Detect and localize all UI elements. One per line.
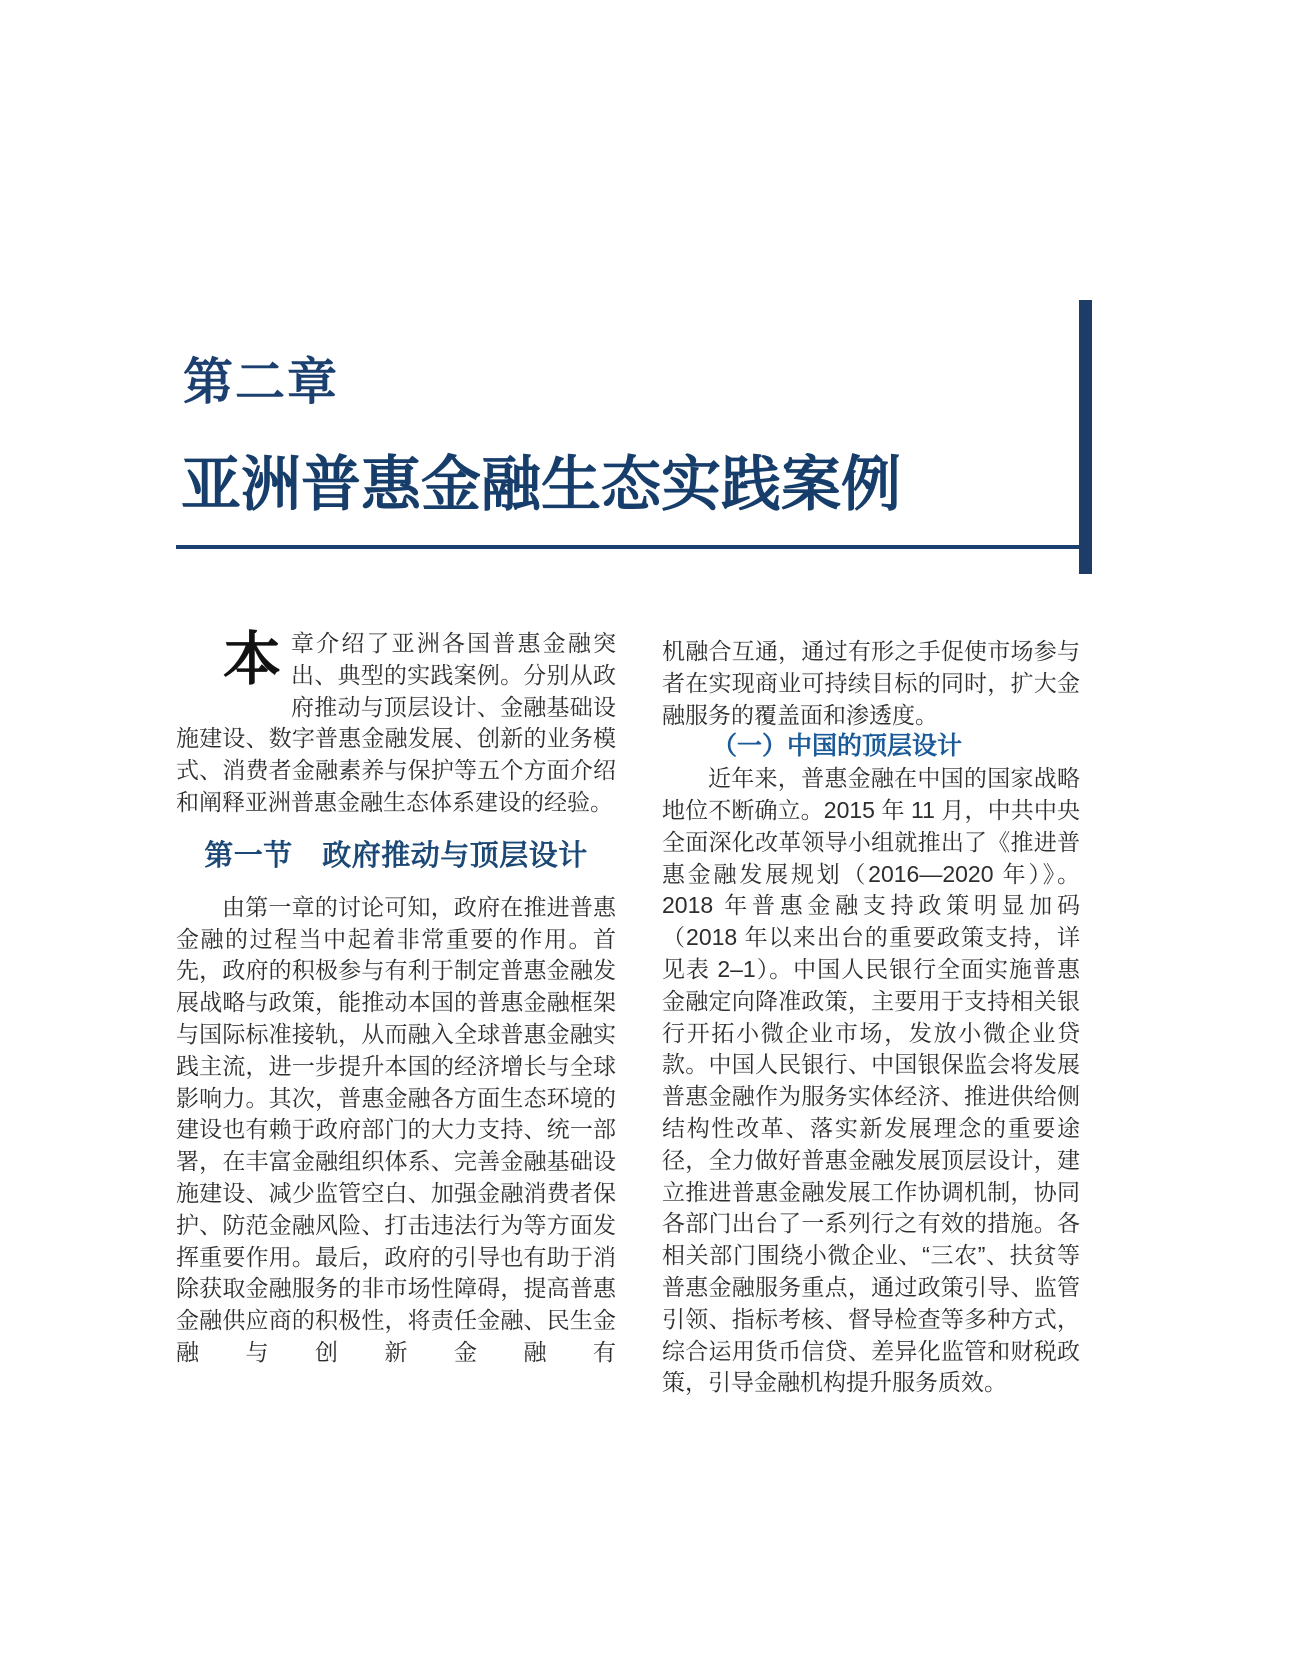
title-horizontal-rule — [176, 545, 1079, 549]
body-paragraph-continued: 机融合互通，通过有形之手促使市场参与者在实现商业可持续目标的同时，扩大金融服务的覆盖面和渗透度。 — [662, 638, 1080, 728]
section-heading: 第一节 政府推动与顶层设计 — [204, 839, 588, 872]
chapter-title: 亚洲普惠金融生态实践案例 — [181, 451, 901, 518]
chapter-number: 第二章 — [183, 354, 339, 410]
title-vertical-bar — [1079, 300, 1092, 574]
intro-paragraph — [176, 628, 616, 819]
dropcap-character: 本 — [223, 627, 282, 692]
body-paragraph-right: 近年来，普惠金融在中国的国家战略地位不断确立。2015 年 11 月，中共中央全面深化改革领导小组就推出了《推进普惠金融发展规划（2016—2020 年）》。2018 年普惠金融支持政策明显加码（2018 年以来出台的重要政策支持，详见表 2–1）。中国人民银行全面实施普惠金融定向降准政策，主要用于支持相关银行开拓小微企业市场，发放小微企业贷款。中国人民银行、中国银保监会将发展普惠金融作为服务实体经济、推进供给侧结构性改革、落实新发展理念的重要途径，全力做好普惠金融发展顶层设计，建立推进普惠金融发展工作协调机制，协同各部门出台了一系列行之有效的措施。各相关部门围绕小微企业、“三农”、扶贫等普惠金融服务重点，通过政策引导、监管引领、指标考核、督导检查等多种方式，综合运用货币信贷、差异化监管和财税政策，引导金融机构提升服务质效。 — [662, 765, 1080, 1396]
right-column — [662, 628, 1080, 1399]
two-column-body — [176, 628, 1080, 1399]
intro-paragraph-text: 章介绍了亚洲各国普惠金融突出、典型的实践案例。分别从政府推动与顶层设计、金融基础设施建设、数字普惠金融发展、创新的业务模式、消费者金融素养与保护等五个方面介绍和阐释亚洲普惠金融生态体系建设的经验。 — [176, 630, 616, 815]
left-column — [176, 628, 616, 1399]
subsection-heading: （一）中国的顶层设计 — [712, 732, 963, 761]
body-paragraph-left: 由第一章的讨论可知，政府在推进普惠金融的过程当中起着非常重要的作用。首先，政府的积极参与有利于制定普惠金融发展战略与政策，能推动本国的普惠金融框架与国际标准接轨，从而融入全球普惠金融实践主流，进一步提升本国的经济增长与全球影响力。其次，普惠金融各方面生态环境的建设也有赖于政府部门的大力支持、统一部署，在丰富金融组织体系、完善金融基础设施建设、减少监管空白、加强金融消费者保护、防范金融风险、打击违法行为等方面发挥重要作用。最后，政府的引导也有助于消除获取金融服务的非市场性障碍，提高普惠金融供应商的积极性，将责任金融、民生金融与创新金融有 — [176, 893, 616, 1365]
